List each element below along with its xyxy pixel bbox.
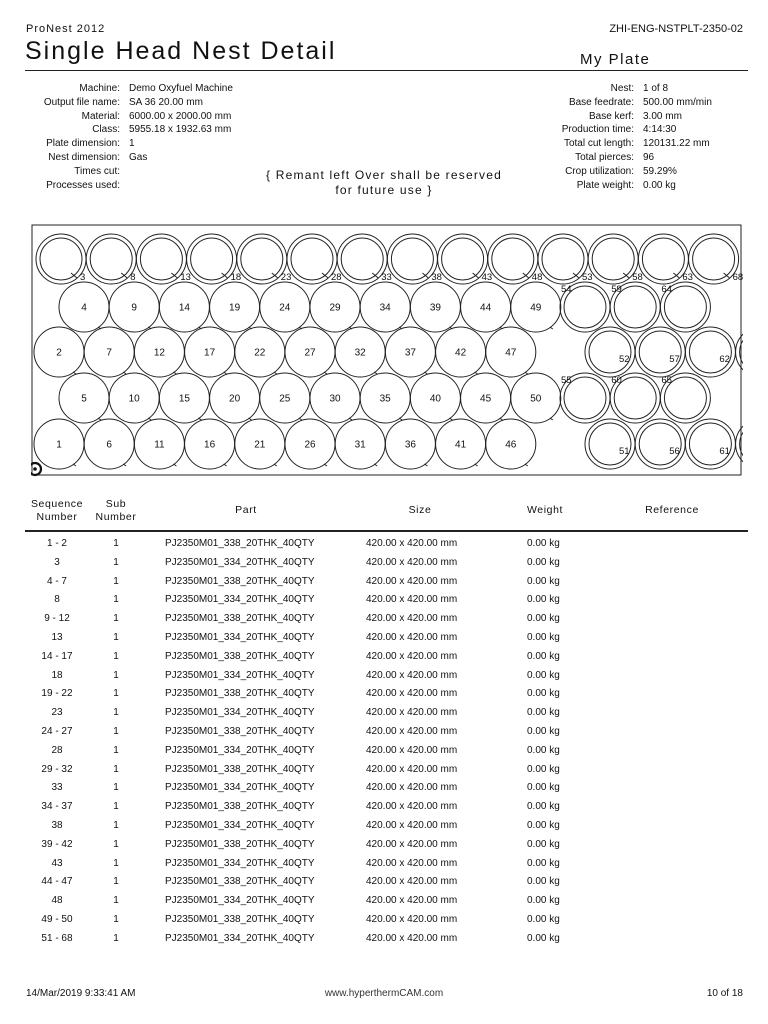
table-row [0,892,768,911]
meta-value: 96 [643,151,655,163]
nest-part-label: 56 [669,446,680,457]
weight-cell: 0.00 kg [527,838,560,850]
nest-part-label: 14 [178,302,190,314]
table-row [0,723,768,742]
page-title: Single Head Nest Detail [25,37,337,65]
sequence-cell: 39 - 42 [41,838,73,850]
sequence-cell: 3 [54,556,60,568]
nest-part-label: 17 [204,347,216,359]
nest-properties-values [129,82,309,165]
weight-cell: 0.00 kg [527,594,560,606]
nest-part-label: 29 [329,302,341,314]
table-row [0,817,768,836]
meta-label: Plate dimension: [46,138,120,150]
meta-value: 1 [129,138,135,150]
nest-part-outer [86,234,136,284]
nest-part-inner [693,238,735,280]
sequence-cell: 43 [51,857,63,869]
table-row [0,648,768,667]
part-cell: PJ2350M01_334_20THK_40QTY [165,895,315,907]
sequence-cell: 34 - 37 [41,801,73,813]
part-cell: PJ2350M01_338_20THK_40QTY [165,538,315,549]
sub-number-cell: 1 [113,895,119,907]
nest-part-inner [689,331,731,373]
nest-part-label: 19 [229,302,241,314]
part-cell: PJ2350M01_338_20THK_40QTY [165,688,315,700]
nest-part-label: 58 [632,272,643,283]
nest-part-label: 47 [505,347,517,359]
weight-cell: 0.00 kg [527,575,560,587]
size-cell: 420.00 x 420.00 mm [366,575,458,587]
nest-part-inner [90,238,132,280]
nest-part-inner [639,423,681,465]
meta-value: 120131.22 mm [643,138,710,150]
part-cell: PJ2350M01_338_20THK_40QTY [165,801,315,813]
meta-value: 0.00 kg [643,179,676,191]
nest-part-label: 46 [505,439,517,451]
nest-part-label: 9 [131,302,137,314]
nest-part-outer [287,234,337,284]
sequence-cell: 33 [51,782,63,794]
table-row [0,535,768,554]
part-cell: PJ2350M01_334_20THK_40QTY [165,594,315,606]
table-row [0,554,768,573]
nest-part-label: 57 [669,354,680,365]
weight-cell: 0.00 kg [527,650,560,662]
nest-part-label: 63 [682,272,693,283]
sequence-cell: 49 - 50 [41,913,73,925]
size-cell: 420.00 x 420.00 mm [366,725,458,737]
sequence-cell: 4 - 7 [46,575,67,587]
weight-cell: 0.00 kg [527,707,560,719]
sub-number-cell: 1 [113,575,119,587]
table-row [0,667,768,686]
header-line: Sequence [30,498,84,510]
weight-cell: 0.00 kg [527,688,560,700]
table-header-divider [25,530,748,532]
table-row [0,629,768,648]
meta-label: Plate weight: [576,179,634,191]
part-cell: PJ2350M01_334_20THK_40QTY [165,782,315,794]
part-cell: PJ2350M01_334_20THK_40QTY [165,857,315,869]
part-cell: PJ2350M01_338_20THK_40QTY [165,613,315,625]
column-header-weight: Weight [526,504,564,516]
sequence-cell: 28 [51,744,63,756]
nest-part-label: 4 [81,302,87,314]
meta-label: Total pierces: [575,151,634,163]
remnant-remark [250,168,518,198]
sub-number-cell: 1 [113,707,119,719]
meta-label: Times cut: [74,165,120,177]
size-cell: 420.00 x 420.00 mm [366,538,458,549]
nest-part-label: 2 [56,347,62,359]
nest-stats-labels [500,82,634,192]
meta-value: 6000.00 x 2000.00 mm [129,110,232,122]
meta-value: 5955.18 x 1932.63 mm [129,124,232,136]
sub-number-cell: 1 [113,650,119,662]
part-cell: PJ2350M01_338_20THK_40QTY [165,913,315,925]
weight-cell: 0.00 kg [527,819,560,831]
nest-drawing [31,224,743,483]
sequence-cell: 19 - 22 [41,688,73,700]
meta-label: Nest dimension: [48,151,120,163]
size-cell: 420.00 x 420.00 mm [366,707,458,719]
nest-part-inner [589,423,631,465]
sequence-cell: 13 [51,631,63,643]
nest-part-outer [685,419,735,469]
size-cell: 420.00 x 420.00 mm [366,688,458,700]
part-cell: PJ2350M01_338_20THK_40QTY [165,838,315,850]
nest-part-label: 11 [154,439,165,451]
nest-part-label: 24 [279,302,291,314]
meta-label: Material: [81,110,120,122]
part-cell: PJ2350M01_338_20THK_40QTY [165,725,315,737]
nest-part-label: 39 [429,302,441,314]
weight-cell: 0.00 kg [527,876,560,888]
meta-value: 4:14:30 [643,124,677,136]
weight-cell: 0.00 kg [527,782,560,794]
nest-part-label: 55 [561,375,572,386]
nest-part-outer [689,234,739,284]
size-cell: 420.00 x 420.00 mm [366,594,458,606]
nest-part-label: 28 [331,272,342,283]
sequence-cell: 18 [51,669,63,681]
table-row [0,591,768,610]
part-cell: PJ2350M01_338_20THK_40QTY [165,575,315,587]
nest-part-label: 16 [204,439,216,451]
nest-plate-svg [31,224,743,478]
part-cell: PJ2350M01_334_20THK_40QTY [165,744,315,756]
sub-number-cell: 1 [113,538,119,549]
size-cell: 420.00 x 420.00 mm [366,744,458,756]
size-cell: 420.00 x 420.00 mm [366,650,458,662]
nest-part-label: 49 [530,302,542,314]
weight-cell: 0.00 kg [527,763,560,775]
nest-part-label: 27 [304,347,316,359]
part-cell: PJ2350M01_338_20THK_40QTY [165,876,315,888]
sub-number-cell: 1 [113,594,119,606]
nest-part-label: 62 [719,354,730,365]
sequence-cell: 38 [51,819,63,831]
nest-part-inner [40,238,82,280]
table-row [0,761,768,780]
size-cell: 420.00 x 420.00 mm [366,857,458,869]
meta-value: 59.29% [643,165,677,177]
sub-number-cell: 1 [113,857,119,869]
sub-number-cell: 1 [113,744,119,756]
size-cell: 420.00 x 420.00 mm [366,782,458,794]
sub-number-cell: 1 [113,913,119,925]
nest-part-label: 33 [381,272,392,283]
nest-part-inner [291,238,333,280]
document-id: ZHI-ENG-NSTPLT-2350-02 [609,23,743,35]
table-row [0,779,768,798]
plate-name: My Plate [580,51,651,68]
remark-line: for future use } [335,183,433,197]
nest-part-outer [36,234,86,284]
nest-part-outer [638,234,688,284]
weight-cell: 0.00 kg [527,556,560,568]
sub-number-cell: 1 [113,763,119,775]
nest-part-outer [585,327,635,377]
part-cell: PJ2350M01_334_20THK_40QTY [165,669,315,681]
sequence-cell: 9 - 12 [44,613,70,625]
size-cell: 420.00 x 420.00 mm [366,801,458,813]
nest-part-label: 5 [81,393,87,405]
nest-part-label: 13 [180,272,191,283]
nest-part-inner [341,238,383,280]
sequence-cell: 29 - 32 [41,763,73,775]
nest-properties-labels [20,82,120,192]
table-row [0,742,768,761]
nest-part-inner [592,238,634,280]
header-line: Number [36,511,78,523]
meta-value: Demo Oxyfuel Machine [129,83,233,94]
meta-label: Machine: [79,83,120,94]
sub-number-cell: 1 [113,801,119,813]
part-cell: PJ2350M01_334_20THK_40QTY [165,932,315,944]
nest-part-inner [442,238,484,280]
part-cell: PJ2350M01_334_20THK_40QTY [165,556,315,568]
nest-part-outer [685,327,735,377]
table-row [0,855,768,874]
weight-cell: 0.00 kg [527,613,560,625]
size-cell: 420.00 x 420.00 mm [366,819,458,831]
sequence-cell: 8 [54,594,60,606]
size-cell: 420.00 x 420.00 mm [366,932,458,944]
nest-part-label: 6 [106,439,112,451]
sub-number-cell: 1 [113,669,119,681]
nest-part-outer [387,234,437,284]
nest-part-outer [237,234,287,284]
nest-part-outer [488,234,538,284]
nest-part-outer [635,419,685,469]
nest-part-label: 30 [329,393,341,405]
part-cell: PJ2350M01_338_20THK_40QTY [165,763,315,775]
meta-label: Output file name: [43,96,120,108]
table-row [0,873,768,892]
page-number: 10 of 18 [706,988,743,999]
nest-part-label: 8 [130,272,136,283]
nest-part-label: 22 [254,347,266,359]
nest-part-label: 45 [480,393,492,405]
nest-part-outer [136,234,186,284]
nest-part-label: 40 [429,393,441,405]
weight-cell: 0.00 kg [527,744,560,756]
nest-part-label: 36 [404,439,416,451]
table-row [0,610,768,629]
nest-part-label: 42 [455,347,467,359]
nest-part-label: 53 [582,272,593,283]
sub-number-cell: 1 [113,688,119,700]
print-timestamp: 14/Mar/2019 9:33:41 AM [26,988,136,999]
header-line: Number [95,511,137,523]
nest-part-label: 51 [619,446,630,457]
nest-part-label: 37 [404,347,416,359]
sub-number-cell: 1 [113,876,119,888]
nest-stats-values [643,82,753,192]
origin-marker-dot [33,467,37,471]
remark-line: { Remant left Over shall be reserved [266,168,502,182]
sub-number-cell: 1 [113,838,119,850]
nest-part-label: 3 [80,272,86,283]
nest-part-outer [635,327,685,377]
meta-label: Total cut length: [563,138,634,150]
weight-cell: 0.00 kg [527,913,560,925]
size-cell: 420.00 x 420.00 mm [366,669,458,681]
website-link[interactable]: www.hyperthermCAM.com [324,988,444,999]
size-cell: 420.00 x 420.00 mm [366,913,458,925]
sub-number-cell: 1 [113,782,119,794]
table-row [0,573,768,592]
nest-part-inner [642,238,684,280]
meta-value: Gas [129,151,148,163]
part-cell: PJ2350M01_338_20THK_40QTY [165,650,315,662]
nest-part-label: 35 [379,393,391,405]
size-cell: 420.00 x 420.00 mm [366,556,458,568]
meta-value: SA 36 20.00 mm [129,96,203,108]
app-name: ProNest 2012 [26,23,106,35]
sequence-cell: 14 - 17 [41,650,73,662]
size-cell: 420.00 x 420.00 mm [366,876,458,888]
weight-cell: 0.00 kg [527,801,560,813]
table-row [0,798,768,817]
weight-cell: 0.00 kg [527,669,560,681]
nest-part-label: 1 [56,439,62,451]
nest-part-label: 61 [719,446,730,457]
nest-part-label: 38 [431,272,442,283]
table-row [0,836,768,855]
nest-part-inner [689,423,731,465]
nest-part-label: 18 [230,272,242,283]
nest-part-label: 48 [531,272,543,283]
meta-value: 1 of 8 [643,83,669,94]
nest-part-inner [542,238,584,280]
meta-label: Processes used: [46,179,120,191]
size-cell: 420.00 x 420.00 mm [366,895,458,907]
meta-label: Base kerf: [588,110,634,122]
nest-part-label: 10 [128,393,140,405]
header-line: Sub [105,498,127,510]
column-header-size: Size [408,504,432,516]
nest-part-inner [492,238,534,280]
weight-cell: 0.00 kg [527,932,560,944]
column-header-sequence [24,498,90,524]
size-cell: 420.00 x 420.00 mm [366,613,458,625]
nest-part-label: 32 [354,347,366,359]
nest-part-label: 65 [661,375,672,386]
sub-number-cell: 1 [113,932,119,944]
nest-part-label: 59 [611,284,622,295]
nest-part-outer [337,234,387,284]
sub-number-cell: 1 [113,613,119,625]
table-row [0,685,768,704]
nest-part-label: 20 [229,393,241,405]
nest-part-inner [391,238,433,280]
table-row [0,704,768,723]
nest-part-outer [438,234,488,284]
nest-part-label: 50 [530,393,542,405]
sequence-cell: 24 - 27 [41,725,73,737]
nest-part-label: 7 [106,347,112,359]
sequence-cell: 44 - 47 [41,876,73,888]
nest-part-outer [538,234,588,284]
nest-part-label: 25 [279,393,291,405]
nest-part-label: 31 [354,439,366,451]
nest-part-label: 15 [178,393,190,405]
meta-label: Crop utilization: [565,165,634,177]
nest-part-inner [589,331,631,373]
nest-part-label: 23 [280,272,292,283]
meta-value: 3.00 mm [643,110,682,122]
nest-part-inner [639,331,681,373]
nest-part-label: 21 [254,439,266,451]
column-header-part: Part [235,504,257,516]
nest-part-label: 43 [481,272,493,283]
size-cell: 420.00 x 420.00 mm [366,838,458,850]
sub-number-cell: 1 [113,725,119,737]
weight-cell: 0.00 kg [527,538,560,549]
nest-part-label: 54 [561,284,572,295]
nest-part-label: 60 [611,375,622,386]
size-cell: 420.00 x 420.00 mm [366,763,458,775]
nest-part-inner [191,238,233,280]
size-cell: 420.00 x 420.00 mm [366,631,458,643]
sub-number-cell: 1 [113,631,119,643]
part-cell: PJ2350M01_334_20THK_40QTY [165,707,315,719]
meta-label: Class: [92,124,120,136]
weight-cell: 0.00 kg [527,631,560,643]
meta-label: Base feedrate: [568,96,634,108]
table-row [0,911,768,930]
nest-part-outer [588,234,638,284]
nest-part-label: 34 [379,302,391,314]
meta-label: Nest: [610,83,634,94]
nest-part-outer [187,234,237,284]
weight-cell: 0.00 kg [527,725,560,737]
nest-part-label: 64 [661,284,672,295]
sub-number-cell: 1 [113,556,119,568]
nest-part-outer [585,419,635,469]
meta-label: Production time: [561,124,634,136]
column-header-reference: Reference [645,504,699,516]
part-cell: PJ2350M01_334_20THK_40QTY [165,631,315,643]
title-divider [25,70,748,71]
part-cell: PJ2350M01_334_20THK_40QTY [165,819,315,831]
parts-table-body [0,535,768,949]
sequence-cell: 51 - 68 [41,932,73,944]
nest-part-label: 26 [304,439,316,451]
sub-number-cell: 1 [113,819,119,831]
nest-part-inner [140,238,182,280]
weight-cell: 0.00 kg [527,857,560,869]
nest-part-label: 44 [480,302,492,314]
table-row [0,930,768,949]
sequence-cell: 48 [51,895,63,907]
meta-value: 500.00 mm/min [643,96,712,108]
sequence-cell: 23 [51,707,63,719]
weight-cell: 0.00 kg [527,895,560,907]
nest-part-label: 12 [153,347,165,359]
column-header-sub-number [88,498,144,524]
nest-part-label: 68 [732,272,743,283]
nest-part-label: 52 [619,354,630,365]
nest-part-inner [241,238,283,280]
nest-part-label: 41 [455,439,467,451]
sequence-cell: 1 - 2 [46,538,67,549]
